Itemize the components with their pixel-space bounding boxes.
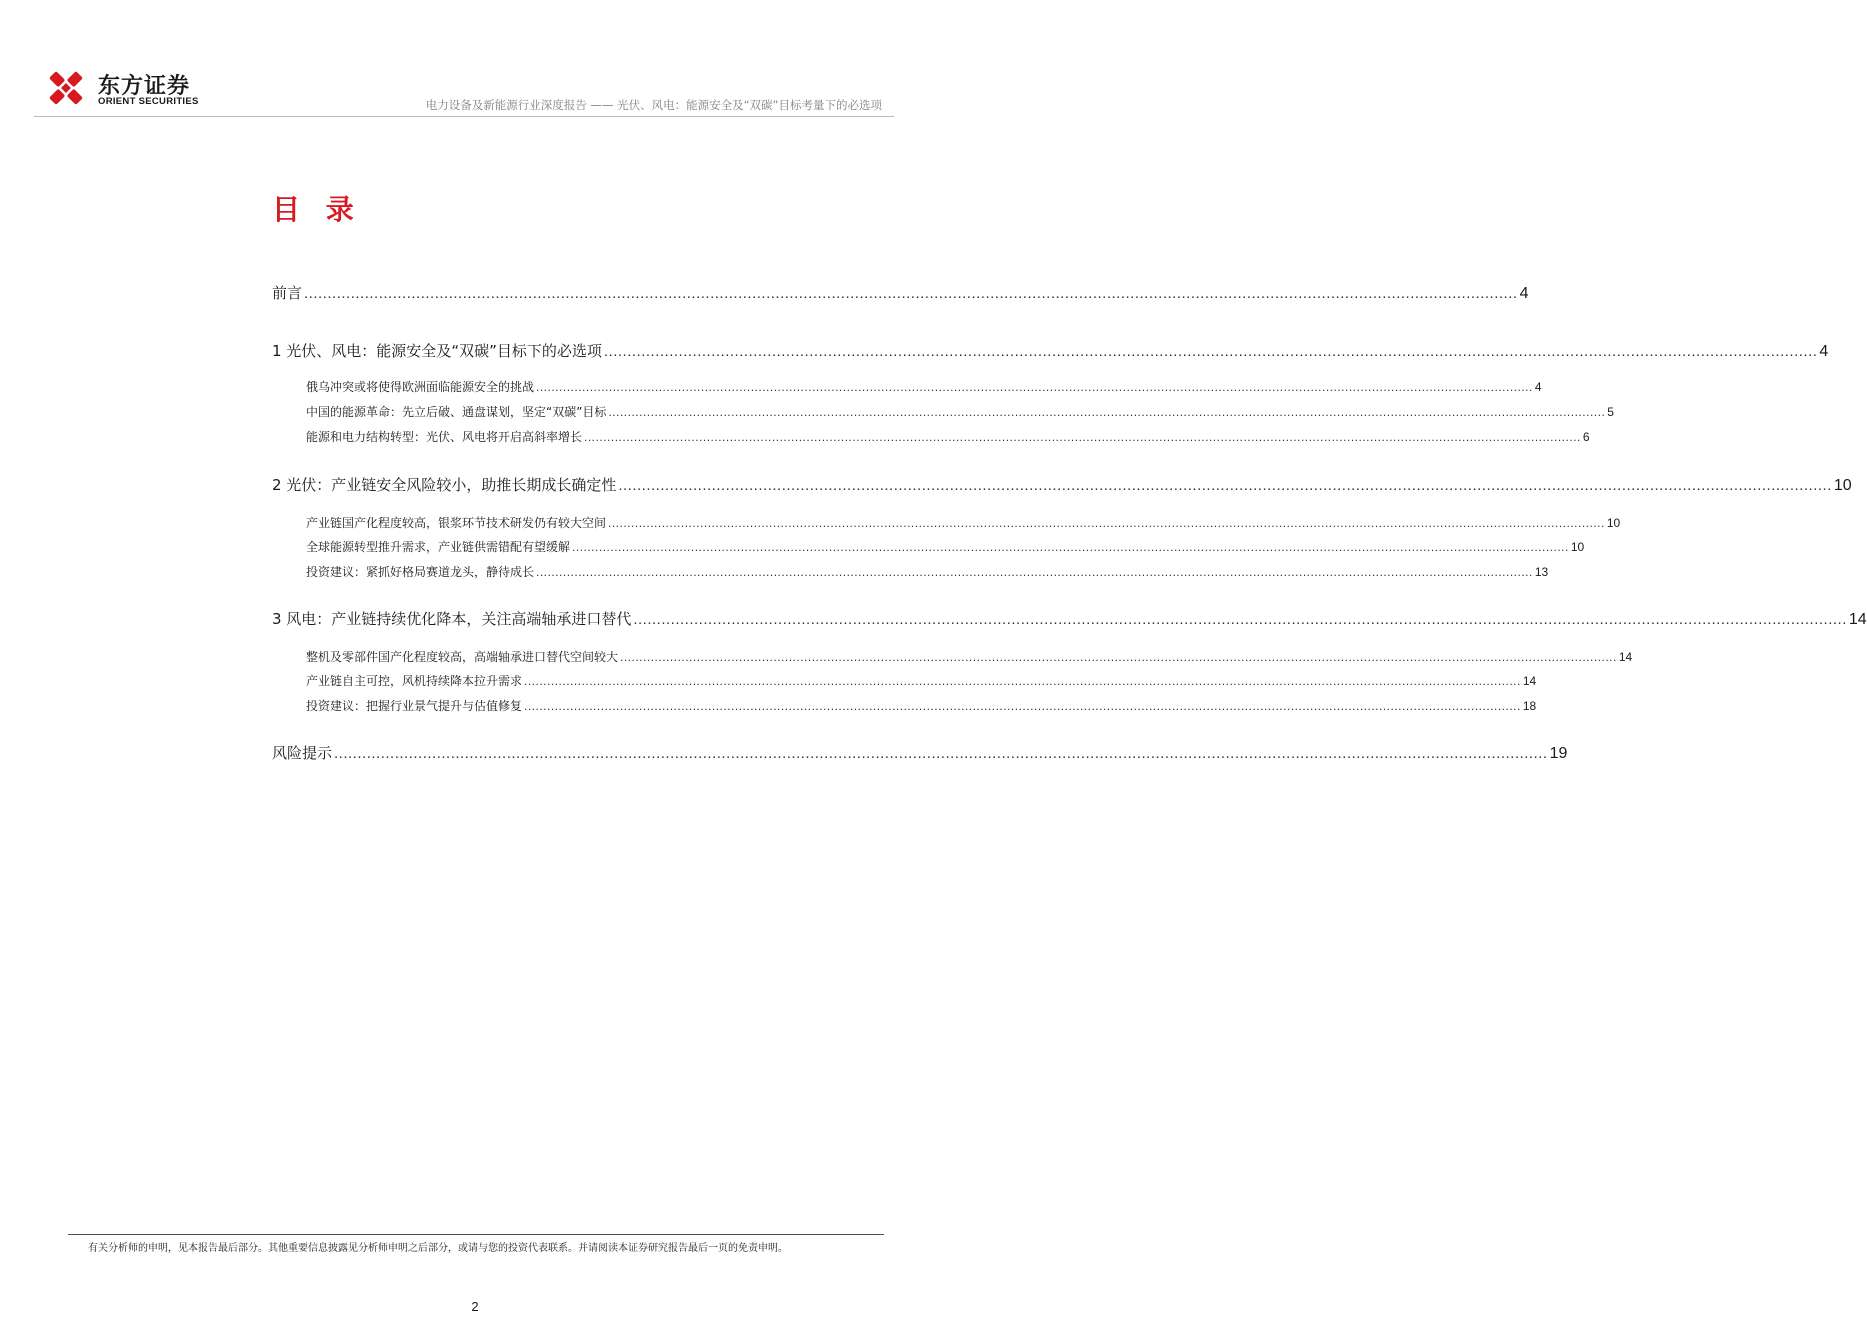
toc-subsection-entry[interactable] <box>306 563 1549 580</box>
toc-entry-label: 投资建议：紧抓好格局赛道龙头，静待成长 <box>306 565 535 579</box>
toc-dot-leader: .................................................................................................................................................................................................................................................................... <box>618 477 1832 494</box>
toc-entry-page: 14 <box>1522 674 1537 688</box>
toc-subsection-entry[interactable] <box>306 697 1537 714</box>
toc-entry-label: 产业链自主可控，风机持续降本拉升需求 <box>306 674 523 688</box>
toc-entry-label: 1 光伏、风电：能源安全及“双碳”目标下的必选项 <box>272 342 602 360</box>
toc-subsection-entry[interactable] <box>306 514 1621 531</box>
toc-subsection-entry[interactable] <box>306 428 1590 445</box>
toc-dot-leader: .................................................................................................................................................................................................................................................................... <box>620 650 1617 664</box>
footer-divider <box>68 1234 884 1235</box>
toc-section-entry[interactable] <box>272 282 1529 303</box>
toc-entry-page: 19 <box>1549 745 1568 762</box>
toc-entry-label: 全球能源转型推升需求，产业链供需错配有望缓解 <box>306 540 571 554</box>
toc-entry-page: 10 <box>1833 477 1852 494</box>
toc-subsection-entry[interactable] <box>306 403 1614 420</box>
toc-entry-page: 6 <box>1582 430 1590 444</box>
report-title: 电力设备及新能源行业深度报告 —— 光伏、风电：能源安全及“双碳”目标考量下的必选项 <box>425 98 882 112</box>
toc-entry-page: 5 <box>1607 405 1614 419</box>
toc-section-entry[interactable] <box>272 608 1867 629</box>
toc-dot-leader: .................................................................................................................................................................................................................................................................... <box>603 343 1818 360</box>
toc-entry-label: 产业链国产化程度较高，银浆环节技术研发仍有较大空间 <box>306 516 607 530</box>
toc-dot-leader: .................................................................................................................................................................................................................................................................... <box>608 405 1606 419</box>
toc-dot-leader: .................................................................................................................................................................................................................................................................... <box>536 565 1533 579</box>
logo-chinese-text: 东方证券 <box>98 74 191 99</box>
toc-entry-label: 2 光伏：产业链安全风险较小，助推长期成长确定性 <box>272 476 617 494</box>
toc-entry-page: 13 <box>1534 565 1549 579</box>
toc-dot-leader: .................................................................................................................................................................................................................................................................... <box>334 745 1548 762</box>
toc-entry-page: 4 <box>1534 380 1542 394</box>
toc-entry-label: 整机及零部件国产化程度较高，高端轴承进口替代空间较大 <box>306 650 619 664</box>
toc-section-entry[interactable] <box>272 742 1568 763</box>
toc-entry-page: 18 <box>1522 699 1537 713</box>
toc-entry-label: 投资建议：把握行业景气提升与估值修复 <box>306 699 523 713</box>
toc-dot-leader: .................................................................................................................................................................................................................................................................... <box>524 699 1521 713</box>
toc-entry-label: 3 风电：产业链持续优化降本，关注高端轴承进口替代 <box>272 610 632 628</box>
toc-subsection-entry[interactable] <box>306 648 1633 665</box>
toc-dot-leader: .................................................................................................................................................................................................................................................................... <box>584 430 1581 444</box>
toc-dot-leader: .................................................................................................................................................................................................................................................................... <box>536 380 1533 394</box>
toc-entry-page: 14 <box>1618 650 1633 664</box>
toc-section-entry[interactable] <box>272 474 1852 495</box>
toc-entry-label: 风险提示 <box>272 744 333 762</box>
footer-disclaimer: 有关分析师的申明，见本报告最后部分。其他重要信息披露见分析师申明之后部分，或请与您的投资代表联系。并请阅读本证券研究报告最后一页的免责申明。 <box>88 1243 788 1254</box>
toc-entry-label: 俄乌冲突或将使得欧洲面临能源安全的挑战 <box>306 380 535 394</box>
toc-entry-label: 前言 <box>272 284 303 302</box>
toc-dot-leader: .................................................................................................................................................................................................................................................................... <box>572 540 1569 554</box>
toc-dot-leader: .................................................................................................................................................................................................................................................................... <box>524 674 1521 688</box>
toc-subsection-entry[interactable] <box>306 672 1537 689</box>
toc-heading: 目 录 <box>272 193 362 226</box>
header-divider <box>34 116 894 117</box>
toc-subsection-entry[interactable] <box>306 538 1585 555</box>
toc-entry-label: 中国的能源革命：先立后破、通盘谋划，坚定“双碳”目标 <box>306 405 607 419</box>
toc-dot-leader: .................................................................................................................................................................................................................................................................... <box>633 611 1847 628</box>
toc-entry-page: 4 <box>1519 285 1529 302</box>
toc-section-entry[interactable] <box>272 340 1829 361</box>
toc-entry-page: 10 <box>1606 516 1621 530</box>
orient-securities-logo-icon <box>44 66 88 110</box>
toc-entry-page: 14 <box>1848 611 1867 628</box>
toc-entry-label: 能源和电力结构转型：光伏、风电将开启高斜率增长 <box>306 430 583 444</box>
toc-dot-leader: .................................................................................................................................................................................................................................................................... <box>304 285 1518 302</box>
toc-entry-page: 4 <box>1819 343 1829 360</box>
page-header <box>0 0 950 120</box>
logo-english-text: ORIENT SECURITIES <box>98 96 199 107</box>
toc-dot-leader: .................................................................................................................................................................................................................................................................... <box>608 516 1605 530</box>
toc-entry-page: 10 <box>1570 540 1585 554</box>
toc-subsection-entry[interactable] <box>306 378 1542 395</box>
page-number: 2 <box>471 1299 479 1314</box>
